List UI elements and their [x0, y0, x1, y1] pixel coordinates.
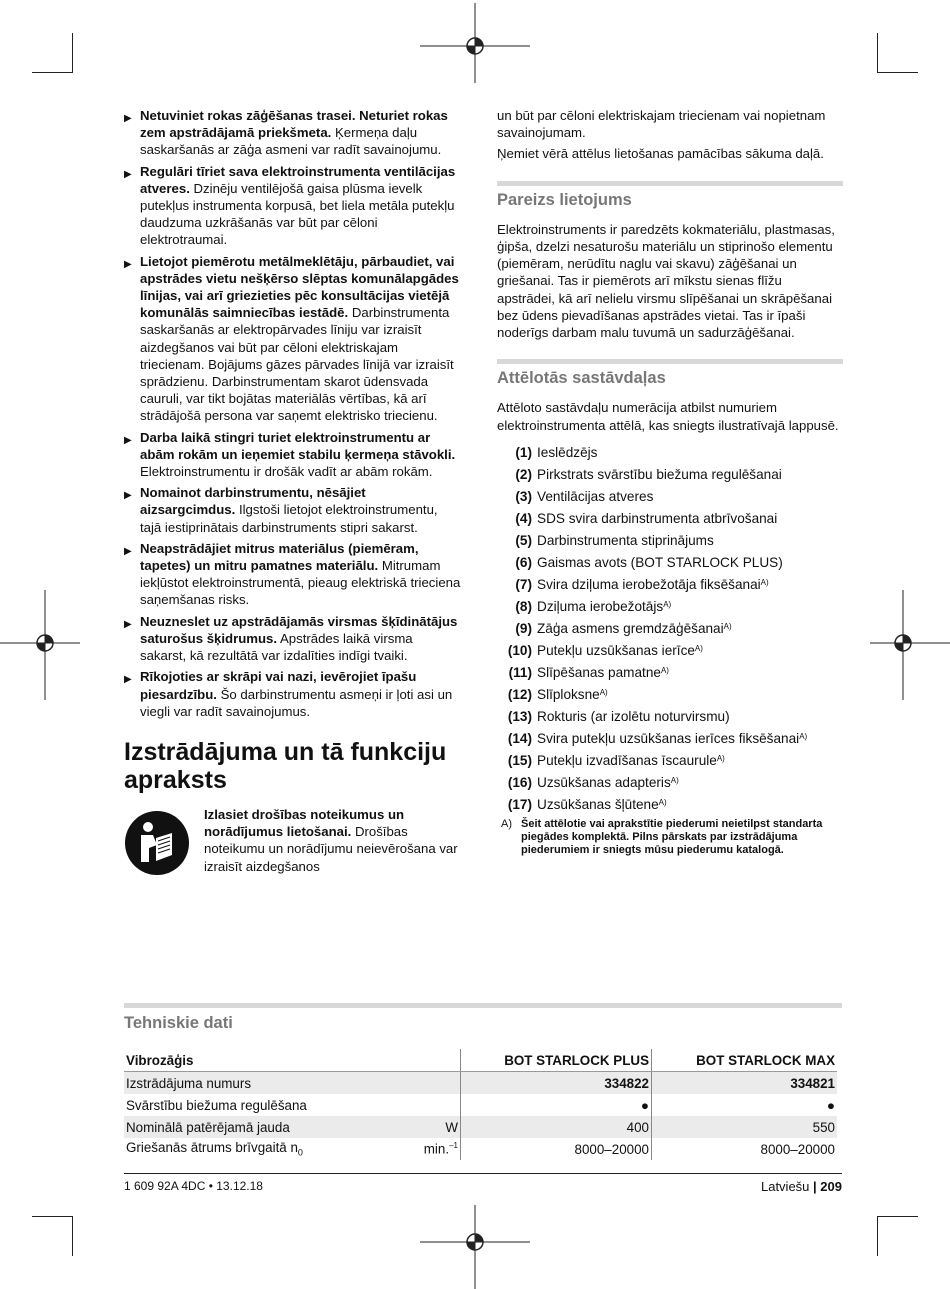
list-item: (6) Gaismas avots (BOT STARLOCK PLUS)	[515, 554, 783, 570]
left-column	[124, 107, 462, 876]
section-text: Elektroinstruments ir paredzēts kokmateriālu, plastmasas, ģipša, dzelzi nesaturošu materiālu un stiprinošo elementu (piemēram, nerūdītu naglu vai skavu) zāģēšanai un griešanai. Tas ir piemērots arī mīkstu sienas flīžu apstrādei, kā arī nelielu virsmu slīpēšanai un skrāpēšanai bez ūdens pievadīšanas apstrādes vietai. Tas ir īpaši noderīgs darbam malu tuvumā un sadurzāģēšanai.	[497, 221, 835, 341]
list-item: (2) Pirkstrats svārstību biežuma regulēšanai	[515, 466, 782, 482]
section-components	[497, 359, 843, 434]
bullet-text: Dzinēju ventilējošā gaisa plūsma ievelk putekļus instrumenta korpusā, bet liela metāla putekļu daudzuma uzkrāšanās var būt par cēloni elektrotraumai.	[140, 180, 455, 248]
table-cell: Griešanās ātrums brīvgaitā $n_0$	[126, 1140, 303, 1158]
list-item: (3) Ventilācijas atveres	[515, 488, 654, 504]
table-cell: Svārstību biežuma regulēšana	[126, 1097, 307, 1113]
table-cell	[416, 1072, 461, 1095]
list-item: (10) Putekļu uzsūkšanas ierīce$^{A)}$	[507, 642, 703, 658]
triangle-bullet-icon: ▶	[124, 113, 132, 124]
table-cell	[416, 1094, 461, 1116]
page-footer	[124, 1173, 842, 1194]
list-item: (15) Putekļu izvadīšanas īscaurule$^{A)}$	[507, 752, 725, 768]
bullet-text: Darbinstrumenta saskaršanās ar elektropārvades līniju var izraisīt aizdegšanos vai būt par cēloni elektriskajam triecienam. Bojājums gāzes pārvades līnijā var izraisīt sprādzienu. Darbinstrumentam skarot ūdensvada cauruli, var tikt bojātas materiālās vērtības, kā arī strādājošā persona var saņemt elektrisko triecienu.	[140, 305, 454, 424]
safety-bullet	[124, 613, 462, 665]
list-item: (1) Ieslēdzējs	[515, 444, 598, 460]
crop-mark	[32, 1216, 72, 1217]
bullet-bold: Netuviniet rokas zāģēšanas trasei. Neturiet rokas zem apstrādājamā priekšmeta.	[140, 108, 448, 141]
table-cell: 8000–20000	[461, 1138, 652, 1160]
registration-mark-icon	[870, 590, 950, 700]
safety-bullet	[124, 163, 462, 249]
table-cell: min.$^{-1}$	[416, 1138, 461, 1160]
component-list	[497, 444, 843, 813]
section-text: Attēloto sastāvdaļu numerācija atbilst numuriem elektroinstrumenta attēlā, kas sniegts ilustratīvajā lappusē.	[497, 400, 839, 433]
tech-data-table	[124, 1049, 837, 1160]
table-cell: ●	[461, 1094, 652, 1116]
list-item: (16) Uzsūkšanas adapteris$^{A)}$	[507, 774, 679, 790]
table-row	[124, 1072, 837, 1095]
footnote	[497, 818, 843, 858]
list-item: (14) Svira putekļu uzsūkšanas ierīces fiksēšanai$^{A)}$	[507, 730, 808, 746]
bullet-bold: Rīkojoties ar skrāpi vai nazi, ievērojiet īpašu piesardzību.	[140, 669, 417, 702]
table-header-cell: Vibrozāģis	[124, 1049, 416, 1072]
safety-bullet	[124, 429, 462, 481]
table-header-cell: BOT STARLOCK PLUS	[461, 1049, 652, 1072]
bullet-text: Ķermeņa daļu saskaršanās ar zāģa asmeni var radīt savainojumu.	[140, 125, 442, 158]
list-item: (13) Rokturis (ar izolētu noturvirsmu)	[507, 708, 730, 724]
bullet-bold: Lietojot piemērotu metālmeklētāju, pārbaudiet, vai apstrādes vietu nešķērso slēptas komunālapgādes līnijas, vai arī griezieties pēc konsultācijas vietējā komunālās saimniecības iestādē.	[140, 253, 459, 321]
warning-text: Drošības noteikumu un norādījumu neievērošana var izraisīt aizdegšanos	[204, 824, 458, 874]
table-header-cell: BOT STARLOCK MAX	[652, 1049, 838, 1072]
crop-mark	[877, 1216, 878, 1256]
registration-mark-icon	[0, 590, 80, 700]
right-column	[497, 107, 843, 857]
registration-mark-icon	[420, 1205, 530, 1289]
safety-bullet	[124, 253, 462, 425]
crop-mark	[72, 33, 73, 73]
list-item: (11) Slīpēšanas pamatne$^{A)}$	[508, 664, 669, 680]
bullet-bold: Darba laikā stingri turiet elektroinstrumentu ar abām rokām un ieņemiet stabilu ķermeņa stāvokli.	[140, 429, 456, 462]
list-item: (12) Slīploksne$^{A)}$	[507, 686, 608, 702]
triangle-bullet-icon: ▶	[124, 674, 132, 686]
table-cell: W	[416, 1116, 461, 1138]
safety-bullet	[124, 107, 462, 159]
bullet-bold: Neapstrādājiet mitrus materiālus (piemēram, tapetes) un mitru pamatnes materiālu.	[140, 540, 419, 574]
crop-mark	[877, 33, 878, 73]
page-info: Latviešu | 209	[760, 1179, 842, 1194]
bullet-text: Šo darbinstrumentu asmeņi ir ļoti asi un viegli var radīt savainojumus.	[140, 686, 453, 719]
list-item: (17) Uzsūkšanas šļūtene$^{A)}$	[507, 796, 667, 812]
footnote-mark: A)	[501, 817, 512, 830]
bullet-text: Mitrumam iekļūstot elektroinstrumentā, pieaug elektriskā trieciena saņemšanas risks.	[140, 558, 461, 608]
table-cell: 550	[652, 1116, 838, 1138]
table-cell: 334822	[461, 1072, 652, 1095]
triangle-bullet-icon: ▶	[124, 168, 132, 180]
page-number: 209	[820, 1179, 842, 1194]
triangle-bullet-icon: ▶	[124, 490, 132, 502]
table-row	[124, 1138, 837, 1160]
table-header-cell	[416, 1049, 461, 1072]
bullet-text: Ilgstoši lietojot elektroinstrumentu, tajā iestiprinātais darbinstruments stipri sakarst.	[140, 502, 438, 535]
section-title: Pareizs lietojums	[497, 190, 632, 209]
table-cell: 8000–20000	[760, 1141, 835, 1157]
list-item: (5) Darbinstrumenta stiprinājums	[515, 532, 714, 548]
warning-bold: Izlasiet drošības noteikumus un norādījumus lietošanai.	[204, 806, 405, 840]
table-cell: Izstrādājuma numurs	[124, 1072, 416, 1095]
safety-bullet	[124, 484, 462, 536]
read-manual-warning	[124, 806, 462, 876]
bullet-bold: Nomainot darbinstrumentu, nēsājiet aizsargcimdus.	[140, 485, 366, 518]
registration-mark-icon	[420, 3, 530, 83]
triangle-bullet-icon: ▶	[124, 258, 132, 270]
table-cell: 400	[461, 1116, 652, 1138]
bullet-text: Apstrādes laikā virsma sakarst, kā rezultātā var izdalīties indīgi tvaiki.	[140, 630, 413, 664]
table-row	[124, 1094, 837, 1116]
table-cell: ●	[826, 1097, 835, 1113]
read-manual-icon	[124, 810, 190, 876]
list-item: (7) Svira dziļuma ierobežotāja fiksēšanai$^{A)}$	[515, 576, 769, 592]
intro-paragraph: un būt par cēloni elektriskajam triecienam vai nopietnam savainojumam.	[497, 108, 826, 141]
triangle-bullet-icon: ▶	[124, 434, 132, 446]
list-item: (8) Dziļuma ierobežotājs$^{A)}$	[515, 598, 672, 614]
table-cell: Nominālā patērējamā jauda	[124, 1116, 416, 1138]
crop-mark	[32, 72, 72, 73]
section-title: Tehniskie dati	[124, 1014, 233, 1032]
bullet-bold: Neuzneslet uz apstrādājamās virsmas šķīdinātājus saturošus šķidrumus.	[140, 613, 458, 646]
intro-paragraph: Ņemiet vērā attēlus lietošanas pamācības sākuma daļā.	[497, 146, 824, 162]
bullet-bold: Regulāri tīriet sava elektroinstrumenta ventilācijas atveres.	[140, 163, 456, 196]
tech-data-section	[124, 1003, 842, 1033]
doc-code: 1 609 92A 4DC • 13.12.18	[124, 1179, 263, 1193]
crop-mark	[878, 72, 918, 73]
triangle-bullet-icon: ▶	[124, 545, 132, 557]
triangle-bullet-icon: ▶	[124, 618, 132, 630]
crop-mark	[878, 1216, 918, 1217]
crop-mark	[72, 1216, 73, 1256]
safety-bullet	[124, 540, 462, 609]
list-item: (4) SDS svira darbinstrumenta atbrīvošanai	[515, 510, 778, 526]
table-row	[124, 1116, 837, 1138]
table-header-row	[124, 1049, 837, 1072]
bullet-text: Elektroinstrumentu ir drošāk vadīt ar abām rokām.	[140, 464, 433, 480]
table-cell: 334821	[652, 1072, 838, 1095]
safety-bullet	[124, 668, 462, 720]
language-label: Latviešu	[760, 1179, 810, 1194]
section-intended-use	[497, 181, 843, 342]
footnote-text: Šeit attēlotie vai aprakstītie piederumi neietilpst standarta piegādes komplektā. Pilns pārskats par izstrādājuma piederumiem ir sniegts mūsu piederumu katalogā.	[521, 817, 823, 857]
section-title: Attēlotās sastāvdaļas	[497, 369, 666, 388]
section-heading: Izstrādājuma un tā funkciju apraksts	[124, 737, 447, 794]
list-item: (9) Zāģa asmens gremdzāģēšanai$^{A)}$	[515, 620, 732, 636]
